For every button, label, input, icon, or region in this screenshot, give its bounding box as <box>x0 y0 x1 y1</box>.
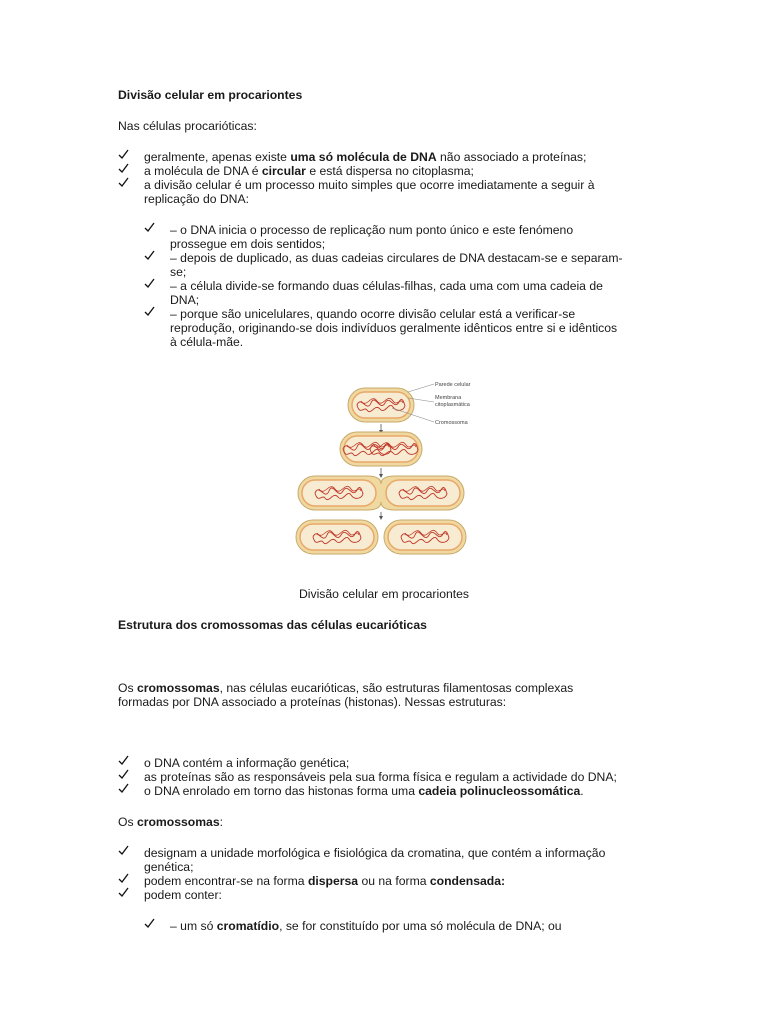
label-membrane-1: Membrana <box>435 395 462 401</box>
list-item: a molécula de DNA é circular e está dispersa no citoplasma; <box>144 164 474 178</box>
label-chromosome: Cromossoma <box>435 420 468 426</box>
section-title: Divisão celular em procariontes <box>118 88 303 102</box>
check-icon <box>118 177 132 188</box>
figure-caption: Divisão celular em procariontes <box>298 587 470 601</box>
list-item: podem encontrar-se na forma dispersa ou na forma condensada: <box>144 874 506 888</box>
check-icon <box>144 306 158 317</box>
check-icon <box>118 755 132 766</box>
check-icon <box>118 873 132 884</box>
sublist-item: – um só cromatídio, se for constituído por uma só molécula de DNA; ou <box>170 919 562 933</box>
check-icon <box>118 769 132 780</box>
check-icon <box>118 887 132 898</box>
check-icon <box>144 250 158 261</box>
sublist-item-line1: – a célula divide-se formando duas células-filhas, cada uma com uma cadeia de <box>170 279 603 293</box>
list-item: o DNA enrolado em torno das histonas forma uma cadeia polinucleossomática. <box>144 784 584 798</box>
paragraph-line1: Os cromossomas, nas células eucarióticas, são estruturas filamentosas complexas <box>118 681 574 695</box>
sublist-item-line3: à célula-mãe. <box>170 335 244 349</box>
label-membrane-2: citoplasmática <box>435 402 470 408</box>
check-icon <box>118 845 132 856</box>
sublist-item-line2: se; <box>170 265 187 279</box>
sublist-item-line2: prossegue em dois sentidos; <box>170 237 326 251</box>
paragraph: Os cromossomas: <box>118 815 223 829</box>
list-item: as proteínas são as responsáveis pela sua forma física e regulam a actividade do DNA; <box>144 770 617 784</box>
check-icon <box>144 222 158 233</box>
sublist-item-line2: DNA; <box>170 293 200 307</box>
list-item-line2: replicação do DNA: <box>144 192 249 206</box>
check-icon <box>144 278 158 289</box>
list-item: o DNA contém a informação genética; <box>144 756 350 770</box>
check-icon <box>118 783 132 794</box>
list-item-line1: designam a unidade morfológica e fisiológica da cromatina, que contém a informação <box>144 846 606 860</box>
intro-text: Nas células procarióticas: <box>118 119 257 133</box>
section-title: Estrutura dos cromossomas das células eucarióticas <box>118 618 427 632</box>
cell-division-figure <box>290 368 480 558</box>
sublist-item-line1: – porque são unicelulares, quando ocorre divisão celular está a verificar-se <box>170 307 576 321</box>
cell-division-diagram <box>290 368 480 558</box>
sublist-item-line1: – o DNA inicia o processo de replicação num ponto único e este fenómeno <box>170 223 574 237</box>
check-icon <box>144 918 158 929</box>
check-icon <box>118 149 132 160</box>
list-item-line1: a divisão celular é um processo muito simples que ocorre imediatamente a seguir à <box>144 178 595 192</box>
label-wall: Parede celular <box>435 382 471 388</box>
list-item: podem conter: <box>144 888 222 902</box>
sublist-item-line2: reprodução, originando-se dois indivíduos geralmente idênticos entre si e idênticos <box>170 321 618 335</box>
sublist-item-line1: – depois de duplicado, as duas cadeias circulares de DNA destacam-se e separam- <box>170 251 623 265</box>
list-item-line2: genética; <box>144 860 194 874</box>
list-item: geralmente, apenas existe uma só molécula de DNA não associado a proteínas; <box>144 150 587 164</box>
check-icon <box>118 163 132 174</box>
paragraph-line2: formadas por DNA associado a proteínas (histonas). Nessas estruturas: <box>118 695 507 709</box>
